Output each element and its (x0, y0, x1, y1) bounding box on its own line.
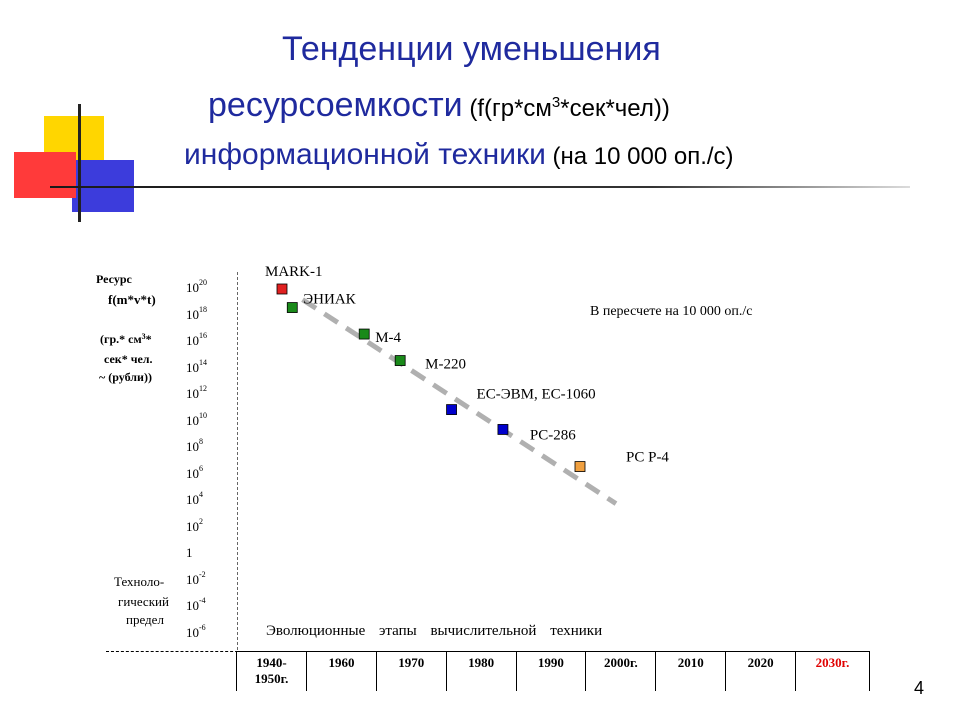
x-category-label: 1940- 1950г. (237, 652, 307, 692)
y-tick-label: $10^{20}$ (186, 278, 207, 295)
x-category-label: 1980 (446, 652, 516, 692)
x-category-label: 1960 (307, 652, 377, 692)
title-line2-sub: $(f(гр*см^3*сек*чел))$ (462, 94, 670, 122)
x-category-label: 2030г. (796, 652, 870, 692)
data-point (575, 462, 585, 472)
data-point-label: ЭНИАК (303, 291, 356, 308)
y-tick-label: $10^8$ (186, 437, 203, 454)
tech-limit-label-line3: предел (126, 612, 164, 627)
y-tick-label: $10^{16}$ (186, 331, 207, 348)
data-point-label: М-4 (375, 330, 402, 347)
tech-limit-label-line2: гический (118, 594, 169, 609)
data-point-label: PC P-4 (626, 449, 669, 466)
data-point (395, 356, 405, 366)
slide-title-line1: Тенденции уменьшения (282, 30, 661, 68)
page-number: 4 (914, 678, 925, 698)
tech-limit-label-line1: Техноло- (114, 574, 165, 589)
title-line3-sub: (на 10 000 оп./с) (545, 143, 734, 170)
y-axis-label-line5: ~ (рубли)) (99, 370, 152, 384)
data-point (447, 405, 457, 415)
data-point-label: ЕС-ЭВМ, ЕС-1060 (476, 386, 596, 403)
data-point-label: PC-286 (529, 427, 576, 444)
y-tick-label: 1 (186, 545, 193, 560)
y-tick-label: $10^{18}$ (186, 304, 207, 322)
y-tick-label: $10^{-4}$ (186, 596, 206, 613)
data-point (277, 284, 287, 294)
x-category-label: 1990 (516, 652, 586, 692)
x-axis-label: Эволюционные этапы вычислительной техники (266, 623, 603, 639)
x-axis-table (236, 651, 870, 691)
data-point (498, 424, 508, 434)
y-axis-label-line4: сек* чел. (104, 352, 153, 366)
data-point-label: М-220 (425, 356, 467, 373)
y-tick-label: $10^{-2}$ (186, 569, 206, 587)
x-category-label: 2010 (656, 652, 726, 692)
y-tick-label: $10^{-6}$ (186, 622, 206, 640)
y-tick-label: $10^4$ (186, 490, 203, 507)
x-category-label: 2000г. (586, 652, 656, 692)
data-point-label: MARK-1 (265, 264, 323, 280)
y-tick-label: $10^{12}$ (186, 384, 207, 401)
x-category-label: 2020 (726, 652, 796, 692)
y-tick-label: $10^6$ (186, 463, 203, 481)
title-line2-main: ресурсоемкости (208, 86, 463, 124)
y-axis-label-line3: (гр.* $см^3*$ (100, 332, 152, 346)
y-tick-label: $10^{14}$ (186, 357, 207, 375)
y-tick-label: $10^{10}$ (186, 410, 207, 428)
y-axis-label-line1: Ресурс (96, 272, 132, 286)
y-axis-label-line2: f(m*v*t) (108, 292, 156, 307)
y-tick-label: $10^2$ (186, 516, 203, 534)
data-point (359, 329, 369, 339)
chart-note: В пересчете на 10 000 оп./с (590, 304, 753, 319)
data-point (287, 303, 297, 313)
title-line3-main: информационной техники (184, 138, 546, 171)
x-category-label: 1970 (376, 652, 446, 692)
